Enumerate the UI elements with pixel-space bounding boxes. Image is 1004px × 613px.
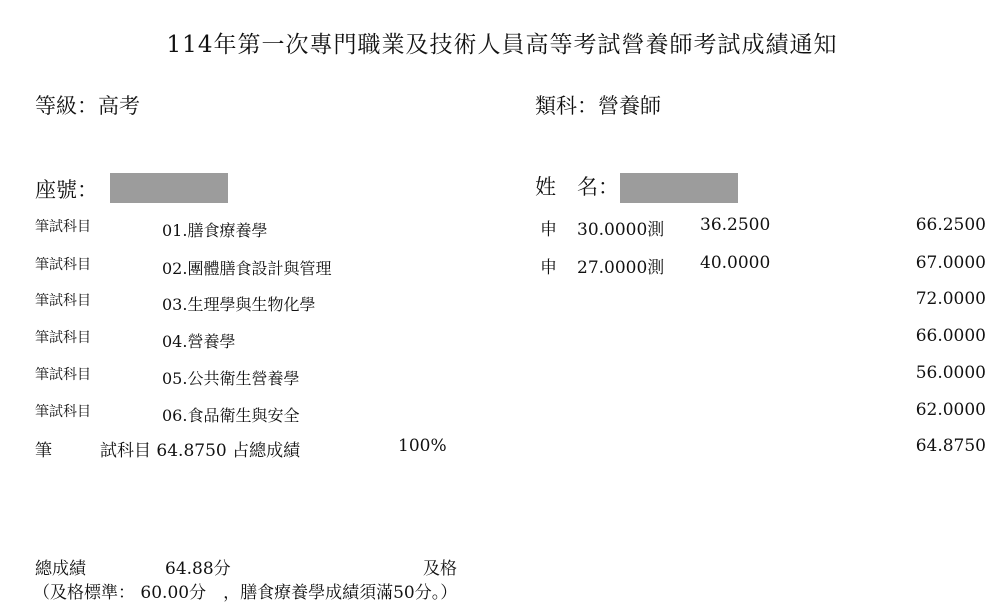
exam-level: 等級：高考 — [35, 94, 140, 118]
subject-score: 62.0000 — [915, 400, 986, 420]
grade-prefix: 申 — [540, 258, 557, 278]
name-redacted — [620, 173, 738, 203]
page-title: 114年第一次專門職業及技術人員高等考試營養師考試成績通知 — [166, 32, 838, 58]
pass-criteria-note: （及格標準： 60.00分 ，膳食療養學成績須滿50分。） — [33, 583, 458, 603]
subject-label: 筆試科目 — [35, 293, 91, 309]
subject-name: 03.生理學與生物化學 — [162, 295, 316, 314]
subject-name: 05.公共衛生營養學 — [162, 369, 300, 388]
subject-label: 筆試科目 — [35, 404, 91, 420]
grade-part-b: 36.2500 — [700, 215, 771, 235]
subject-name: 06.食品衛生與安全 — [162, 406, 300, 425]
subject-score: 72.0000 — [915, 289, 986, 309]
grade-part-a: 30.0000測 — [577, 220, 665, 240]
subject-score: 56.0000 — [915, 363, 986, 383]
exam-category: 類科：營養師 — [535, 94, 661, 118]
total-label: 總成績 — [35, 559, 86, 579]
subject-name: 02.團體膳食設計與管理 — [162, 259, 332, 278]
pass-status: 及格 — [423, 559, 457, 579]
subject-row — [0, 362, 1004, 392]
summary-percent: 100% — [398, 436, 447, 456]
subject-row — [0, 214, 1004, 244]
subject-row — [0, 252, 1004, 282]
grade-prefix: 申 — [540, 220, 557, 240]
grade-part-b: 40.0000 — [700, 253, 771, 273]
summary-text: 試科目 64.8750 占總成績 — [100, 441, 301, 461]
name-label: 姓 名： — [535, 175, 619, 199]
seat-label: 座號： — [35, 178, 98, 202]
subject-score: 67.0000 — [915, 253, 986, 273]
subject-label: 筆試科目 — [35, 219, 91, 235]
subject-name: 04.營養學 — [162, 332, 236, 351]
subject-label: 筆試科目 — [35, 367, 91, 383]
seat-number-redacted — [110, 173, 228, 203]
subject-score: 66.2500 — [915, 215, 986, 235]
subject-label: 筆試科目 — [35, 330, 91, 346]
subject-label: 筆試科目 — [35, 257, 91, 273]
summary-score: 64.8750 — [915, 436, 986, 456]
subject-row — [0, 288, 1004, 318]
written-summary-row — [0, 436, 1004, 466]
summary-char: 筆 — [35, 441, 52, 461]
subject-score: 66.0000 — [915, 326, 986, 346]
subject-row — [0, 399, 1004, 429]
subject-row — [0, 325, 1004, 355]
grade-part-a: 27.0000測 — [577, 258, 665, 278]
total-score: 64.88分 — [165, 559, 231, 579]
subject-name: 01.膳食療養學 — [162, 221, 268, 240]
